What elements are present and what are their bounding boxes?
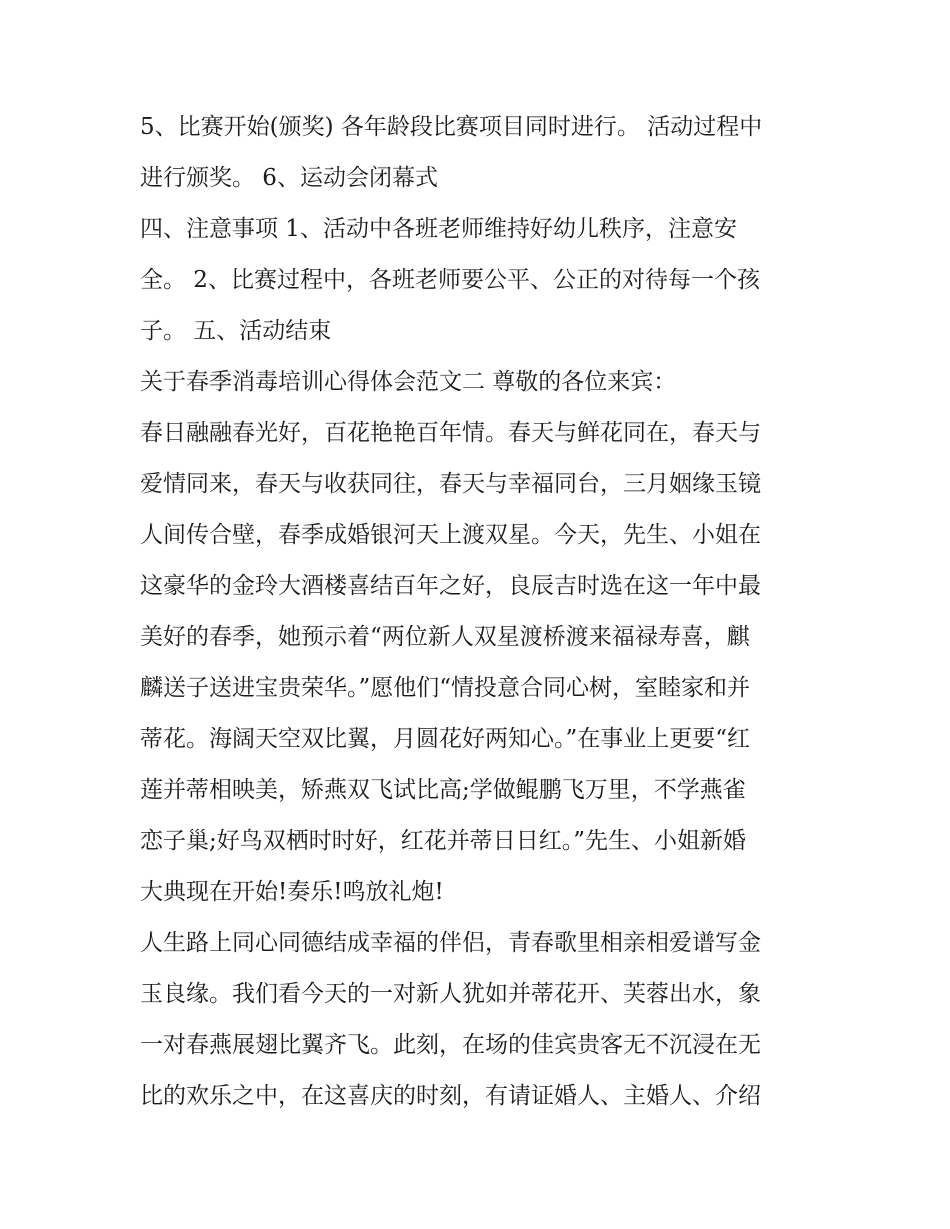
text-line: 全。 2、比赛过程中，各班老师要公平、公正的对待每一个孩 xyxy=(140,267,760,293)
text-line: 四、注意事项 1、活动中各班老师维持好幼儿秩序，注意安 xyxy=(140,216,737,242)
text-line: 麟送子送进宝贵荣华。”愿他们“情投意合同心树，室睦家和并 xyxy=(140,675,751,701)
text-line: 蒂花。海阔天空双比翼，月圆花好两知心。”在事业上更要“红 xyxy=(140,726,751,752)
text-line: 人间传合壁，春季成婚银河天上渡双星。今天，先生、小姐在 xyxy=(140,522,761,548)
document-body xyxy=(140,102,820,1122)
text-line: 恋子巢;好鸟双栖时时好，红花并蒂日日红。”先生、小姐新婚 xyxy=(140,828,747,854)
text-line: 莲并蒂相映美，矫燕双飞试比高;学做鲲鹏飞万里，不学燕雀 xyxy=(140,777,746,803)
text-line: 子。 五、活动结束 xyxy=(140,318,332,344)
text-line: 进行颁奖。 6、运动会闭幕式 xyxy=(140,165,438,191)
text-line: 5、比赛开始(颁奖) 各年龄段比赛项目同时进行。 活动过程中 xyxy=(140,114,763,140)
text-line: 春日融融春光好，百花艳艳百年情。春天与鲜花同在，春天与 xyxy=(140,420,761,446)
text-line: 爱情同来，春天与收获同往，春天与幸福同台，三月姻缘玉镜 xyxy=(140,471,761,497)
text-line: 美好的春季，她预示着“两位新人双星渡桥渡来福禄寿喜，麒 xyxy=(140,624,750,650)
text-line: 这豪华的金玲大酒楼喜结百年之好，良辰吉时选在这一年中最 xyxy=(140,573,761,599)
text-line: 大典现在开始!奏乐!鸣放礼炮! xyxy=(140,879,444,905)
text-line: 比的欢乐之中，在这喜庆的时刻，有请证婚人、主婚人、介绍 xyxy=(140,1083,761,1109)
text-line: 人生路上同心同德结成幸福的伴侣，青春歌里相亲相爱谱写金 xyxy=(140,930,761,956)
section-heading-line: 关于春季消毒培训心得体会范文二 尊敬的各位来宾： xyxy=(140,369,677,395)
text-line: 一对春燕展翅比翼齐飞。此刻，在场的佳宾贵客无不沉浸在无 xyxy=(140,1032,761,1058)
text-line: 玉良缘。我们看今天的一对新人犹如并蒂花开、芙蓉出水，象 xyxy=(140,981,761,1007)
